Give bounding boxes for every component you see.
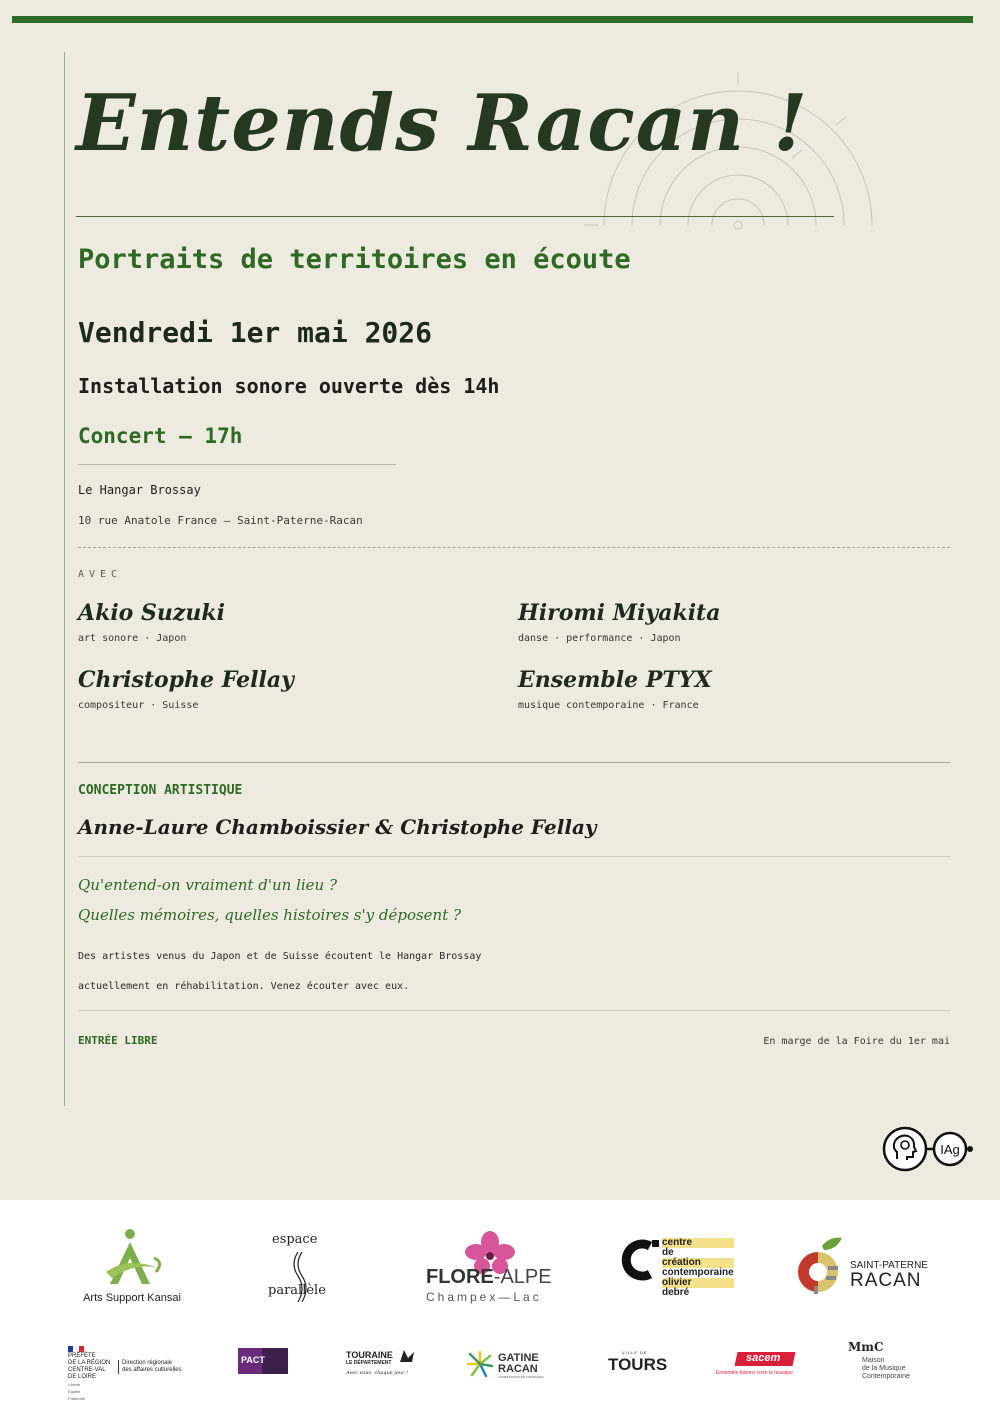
cccod-line: de [662,1247,674,1258]
event-date: Vendredi 1er mai 2026 [78,316,433,349]
poster-subtitle: Portraits de territoires en écoute [78,244,631,275]
partner-name-bottom: TOURS [608,1355,668,1374]
prefecture-line: DE LA RÉGION [68,1360,111,1366]
description-line-2: actuellement en réhabilitation. Venez écouter avec eux. [78,981,410,992]
cccod-line: olivier [662,1278,734,1288]
saint-paterne-racan-logo [796,1236,936,1300]
left-margin-line [64,52,65,1106]
poster-title: Entends Racan ! [76,78,809,169]
pact-logo [238,1348,288,1380]
question-2: Quelles mémoires, quelles histoires s'y déposent ? [78,906,462,924]
mmc-logo [848,1340,928,1384]
partner-name-top: espace [272,1232,318,1247]
partner-name: MmC [848,1340,884,1354]
espace-parallele-logo [268,1232,338,1312]
partner-subname: COMMUNAUTÉ DE COMMUNES [498,1375,544,1379]
prefecture-line: CENTRE-VAL [68,1367,106,1373]
iag-label: IAg [940,1142,960,1157]
title-divider [76,216,834,217]
cccod-line: création [662,1258,734,1268]
conception-label: CONCEPTION ARTISTIQUE [78,783,243,798]
partner-name-bottom: RACAN [498,1363,538,1375]
partner-subname: Champex—Lac [426,1290,542,1304]
artist-name: Akio Suzuki [78,600,225,626]
partner-name-top: SAINT-PATERNE [850,1260,928,1271]
foire-note: En marge de la Foire du 1er mai [763,1036,950,1047]
touraine-logo [346,1350,420,1386]
venue-divider [78,464,396,465]
partner-name-a: FLORE [426,1266,494,1288]
dashed-divider [78,547,950,548]
prefecture-logo [68,1346,188,1401]
artist-akio-suzuki [78,600,478,644]
prefecture-motto: Égalité [68,1389,81,1394]
footer-divider [78,1010,950,1011]
partner-logos-footer [0,1200,1000,1414]
artist-name: Hiromi Miyakita [518,600,721,626]
arts-support-kansai-logo [76,1228,188,1306]
installation-time: Installation sonore ouverte dès 14h [78,374,500,398]
artist-name: Christophe Fellay [78,667,294,693]
venue-address: 10 rue Anatole France — Saint-Paterne-Racan [78,514,363,527]
partner-name: sacem [746,1352,781,1364]
artist-name: Ensemble PTYX [518,667,712,693]
partner-name-mid: LE DÉPARTEMENT [346,1360,392,1366]
cccod-line: contemporaine [662,1267,734,1278]
question-1: Qu'entend-on vraiment d'un lieu ? [78,876,338,894]
questions-divider [78,856,950,857]
artist-description: danse · performance · Japon [518,633,681,644]
prefecture-line: DE LOIRE [68,1374,97,1380]
drac-line: des affaires culturelles [122,1367,182,1373]
prefecture-line: PRÉFÈTE [68,1353,96,1359]
iag-badge [882,1126,974,1176]
entree-libre: ENTRÉE LIBRE [78,1034,158,1047]
artist-hiromi-miyakita [518,600,918,644]
conception-divider [78,762,950,763]
avec-label: AVEC [78,569,123,580]
prefecture-motto: Fraternité [68,1396,86,1401]
partner-name: Arts Support Kansai [83,1292,181,1304]
sacem-logo [716,1352,802,1380]
mmc-line: Contemporaine [862,1373,910,1380]
mmc-line: de la Musique [862,1365,906,1372]
partner-name-bottom: parallèle [268,1283,326,1298]
partner-name-top: VILLE DE [622,1350,648,1355]
drac-line: Direction régionale [122,1360,173,1366]
partner-name-b: ALPE [500,1266,552,1288]
partner-tagline: Ensemble faisons vivre la musique [716,1370,793,1376]
artist-description: musique contemporaine · France [518,700,699,711]
conception-names: Anne-Laure Chamboissier & Christophe Fellay [78,815,597,839]
venue-name: Le Hangar Brossay [78,483,201,497]
cccod-line: centre [662,1238,734,1248]
concert-time: Concert — 17h [78,424,243,448]
artist-christophe-fellay [78,667,478,711]
gatine-racan-logo [466,1350,552,1382]
cccod-line: debré [662,1287,690,1298]
mmc-line: Maison [862,1357,885,1364]
partner-name-top: GATINE [498,1352,539,1364]
description-line-1: Des artistes venus du Japon et de Suisse écoutent le Hangar Brossay [78,951,482,962]
top-accent-bar [12,16,973,23]
partner-name-top: TOURAINE [346,1350,393,1360]
artist-description: art sonore · Japon [78,633,187,644]
prefecture-motto: Liberté [68,1382,81,1387]
artist-ensemble-ptyx [518,667,918,711]
partner-tagline: Avec vous, chaque jour ! [346,1370,409,1376]
cccod-logo [620,1238,750,1302]
flore-alpe-logo: FLORE-ALPE Champex—Lac [424,1230,556,1310]
artist-description: compositeur · Suisse [78,700,199,711]
tours-logo [608,1350,672,1378]
partner-name: PACT [241,1355,265,1365]
partner-name-bottom: RACAN [850,1270,922,1291]
